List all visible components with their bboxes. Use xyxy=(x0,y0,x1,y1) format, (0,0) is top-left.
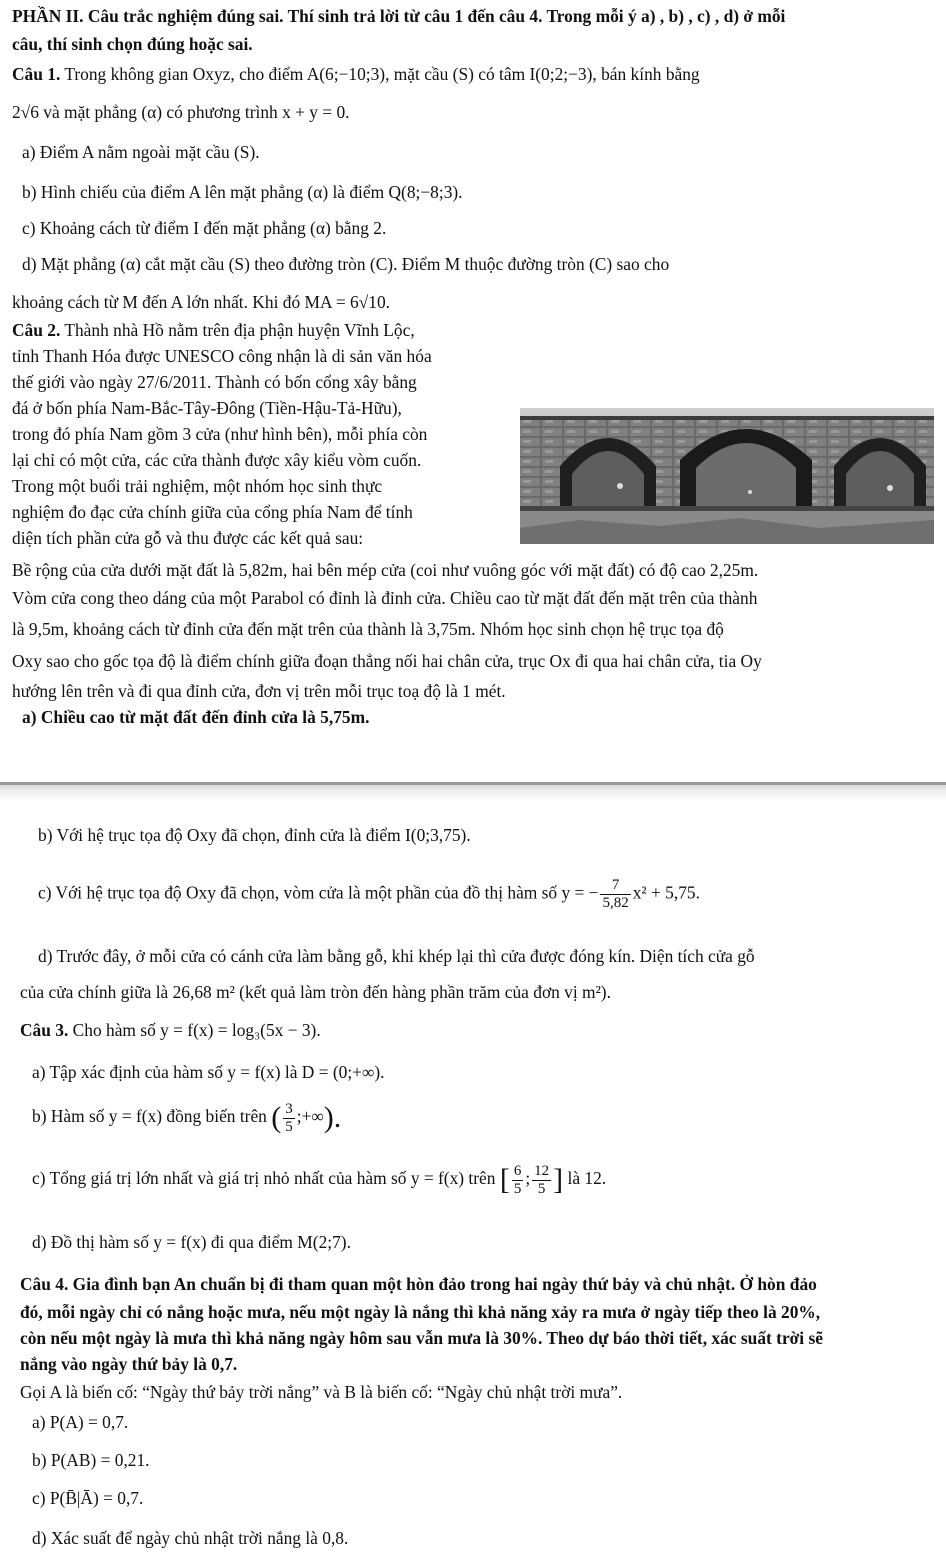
part-instructions-cont: câu, thí sinh chọn đúng hoặc sai. xyxy=(12,34,253,54)
q3-option-b-fraction xyxy=(283,1102,295,1135)
fraction-denominator: 5,82 xyxy=(602,895,629,911)
part-instructions: Thí sinh trả lời từ câu 1 đến câu 4. Trong mỗi ý a) , b) , c) , d) ở mỗi xyxy=(283,6,786,26)
q2-option-c-fraction xyxy=(600,878,630,911)
bracket-close: ] xyxy=(553,1163,564,1196)
q2-label: Câu 2. xyxy=(12,320,61,340)
q2-stem-line-5: trong đó phía Nam gồm 3 cửa (như hình bên), mỗi phía còn xyxy=(12,424,428,444)
q4-option-b: b) P(AB) = 0,21. xyxy=(32,1450,150,1470)
fraction-denominator: 5 xyxy=(285,1118,293,1135)
fraction-denominator: 5 xyxy=(513,1180,522,1197)
q2-option-d: d) Trước đây, ở mỗi cửa có cánh cửa làm bằng gỗ, khi khép lại thì cửa được đóng kín. Diện tích cửa gỗ xyxy=(38,946,755,966)
q1-option-a: a) Điểm A nằm ngoài mặt cầu (S). xyxy=(22,142,260,162)
q3-option-b xyxy=(32,1100,341,1136)
q2-option-c-tail: x² + 5,75. xyxy=(632,882,700,903)
q4-option-c: c) P(B̄|Ā) = 0,7. xyxy=(32,1488,144,1508)
q4-stem-line-4: nắng vào ngày thứ bảy là 0,7. xyxy=(20,1354,238,1374)
q2-stem-line-4: đá ở bốn phía Nam-Bắc-Tây-Đông (Tiền-Hậu-Tả-Hữu), xyxy=(12,398,402,418)
q3-label: Câu 3. xyxy=(20,1020,69,1040)
fraction-numerator: 3 xyxy=(285,1100,293,1117)
q2-stem-line-8: nghiệm đo đạc cửa chính giữa của cổng phía Nam để tính xyxy=(12,502,413,522)
citadel-gate-image xyxy=(520,408,934,544)
q2-stem-line-14: hướng lên trên và đi qua đỉnh cửa, đơn vị trên mỗi trục toạ độ là 1 mét. xyxy=(12,681,506,701)
q2-stem-line-10: Bề rộng của cửa dưới mặt đất là 5,82m, hai bên mép cửa (coi như vuông góc với mặt đất) có độ cao 2,25m. xyxy=(12,560,759,580)
q3-option-c-fraction-1 xyxy=(512,1164,524,1197)
fraction-denominator: 5 xyxy=(537,1180,546,1197)
q3-option-d: d) Đồ thị hàm số y = f(x) đi qua điểm M(2;7). xyxy=(32,1232,351,1252)
q3-option-c-fraction-2 xyxy=(532,1164,551,1197)
q4-stem-line-1 xyxy=(20,1274,817,1295)
q1-option-d-cont: khoảng cách từ M đến A lớn nhất. Khi đó MA = 6√10. xyxy=(12,292,391,312)
q3-option-b-text: b) Hàm số y = f(x) đồng biến trên xyxy=(32,1106,267,1126)
q4-stem-line-3: còn nếu một ngày là mưa thì khả năng ngày hôm sau vẫn mưa là 30%. Theo dự báo thời tiết, xác suất trời sẽ xyxy=(20,1328,823,1348)
q1-option-d: d) Mặt phẳng (α) cắt mặt cầu (S) theo đường tròn (C). Điểm M thuộc đường tròn (C) sao cho xyxy=(22,254,670,274)
citadel-gate-photo xyxy=(520,408,934,544)
q1-stem-line-2: 2√6 và mặt phẳng (α) có phương trình x + y = 0. xyxy=(12,102,350,122)
fraction-numerator: 7 xyxy=(600,878,630,895)
q3-option-c-text: c) Tổng giá trị lớn nhất và giá trị nhỏ nhất của hàm số y = f(x) trên xyxy=(32,1168,496,1188)
q2-stem-line-1 xyxy=(12,320,415,341)
paren-open: ( xyxy=(271,1101,282,1134)
q2-stem-line-3: thế giới vào ngày 27/6/2011. Thành có bốn cổng xây bằng xyxy=(12,372,417,392)
q2-option-c xyxy=(38,878,700,911)
q4-stem-text: Gia đình bạn An chuẩn bị đi tham quan một hòn đảo trong hai ngày thứ bảy và chủ nhật. Ở hòn đảo xyxy=(68,1274,817,1294)
q2-stem-text: Thành nhà Hồ nằm trên địa phận huyện Vĩnh Lộc, xyxy=(60,320,415,340)
q3-option-b-tail: ;+∞ xyxy=(296,1106,324,1126)
bracket-open: [ xyxy=(499,1163,510,1196)
q2-stem-line-9: diện tích phần cửa gỗ và thu được các kết quả sau: xyxy=(12,528,364,548)
paren-close: ). xyxy=(323,1101,342,1134)
interval-separator: ; xyxy=(525,1168,531,1188)
q1-stem-line-1 xyxy=(12,64,700,85)
q4-stem-line-2: đó, mỗi ngày chỉ có nắng hoặc mưa, nếu một ngày là nắng thì khả năng xảy ra mưa ở ngày tiếp theo là 20%, xyxy=(20,1302,821,1322)
q2-option-c-text: c) Với hệ trục tọa độ Oxy đã chọn, vòm cửa là một phần của đồ thị hàm số y = − xyxy=(38,882,599,903)
fraction-numerator: 6 xyxy=(513,1162,522,1179)
q1-option-b: b) Hình chiếu của điểm A lên mặt phẳng (α) là điểm Q(8;−8;3). xyxy=(22,182,463,202)
q3-stem xyxy=(20,1020,321,1041)
q1-label: Câu 1. xyxy=(12,64,61,84)
q2-stem-line-11: Vòm cửa cong theo dáng của một Parabol có đỉnh là đỉnh cửa. Chiều cao từ mặt đất đến mặt trên của thành xyxy=(12,588,758,608)
q4-option-a: a) P(A) = 0,7. xyxy=(32,1412,129,1432)
q1-option-c: c) Khoảng cách từ điểm I đến mặt phẳng (α) bằng 2. xyxy=(22,218,387,238)
q3-stem-text: Cho hàm số y = f(x) = log₃(5x − 3). xyxy=(68,1020,321,1040)
fraction-numerator: 12 xyxy=(534,1162,550,1179)
q2-stem-line-13: Oxy sao cho gốc tọa độ là điểm chính giữa đoạn thẳng nối hai chân cửa, trục Ox đi qua hai chân cửa, tia Oy xyxy=(12,651,762,671)
q4-option-d: d) Xác suất để ngày chủ nhật trời nắng là 0,8. xyxy=(32,1528,349,1548)
q4-stem-line-5: Gọi A là biến cố: “Ngày thứ bảy trời nắng” và B là biến cố: “Ngày chủ nhật trời mưa”. xyxy=(20,1382,623,1402)
q1-stem-text: Trong không gian Oxyz, cho điểm A(6;−10;3), mặt cầu (S) có tâm I(0;2;−3), bán kính bằng xyxy=(60,64,700,84)
q3-option-c xyxy=(32,1162,606,1198)
q2-stem-line-12: là 9,5m, khoảng cách từ đỉnh cửa đến mặt trên của thành là 3,75m. Nhóm học sinh chọn hệ trục tọa độ xyxy=(12,619,724,639)
part-heading-line xyxy=(12,6,785,27)
part-title: PHẦN II. Câu trắc nghiệm đúng sai. xyxy=(12,6,284,26)
q3-option-a: a) Tập xác định của hàm số y = f(x) là D = (0;+∞). xyxy=(32,1062,385,1082)
q2-stem-line-2: tỉnh Thanh Hóa được UNESCO công nhận là di sản văn hóa xyxy=(12,346,432,366)
q4-label: Câu 4. xyxy=(20,1274,69,1294)
q2-stem-line-7: Trong một buổi trải nghiệm, một nhóm học sinh thực xyxy=(12,476,383,496)
q2-option-b: b) Với hệ trục tọa độ Oxy đã chọn, đỉnh cửa là điểm I(0;3,75). xyxy=(38,825,471,845)
q2-option-d-cont: của cửa chính giữa là 26,68 m² (kết quả làm tròn đến hàng phần trăm của đơn vị m²). xyxy=(20,982,611,1002)
q2-option-a: a) Chiều cao từ mặt đất đến đỉnh cửa là 5,75m. xyxy=(22,707,370,727)
q3-option-c-tail: là 12. xyxy=(563,1168,607,1188)
scan-gap xyxy=(0,785,946,800)
q2-stem-line-6: lại chỉ có một cửa, các cửa thành được xây kiểu vòm cuốn. xyxy=(12,450,422,470)
